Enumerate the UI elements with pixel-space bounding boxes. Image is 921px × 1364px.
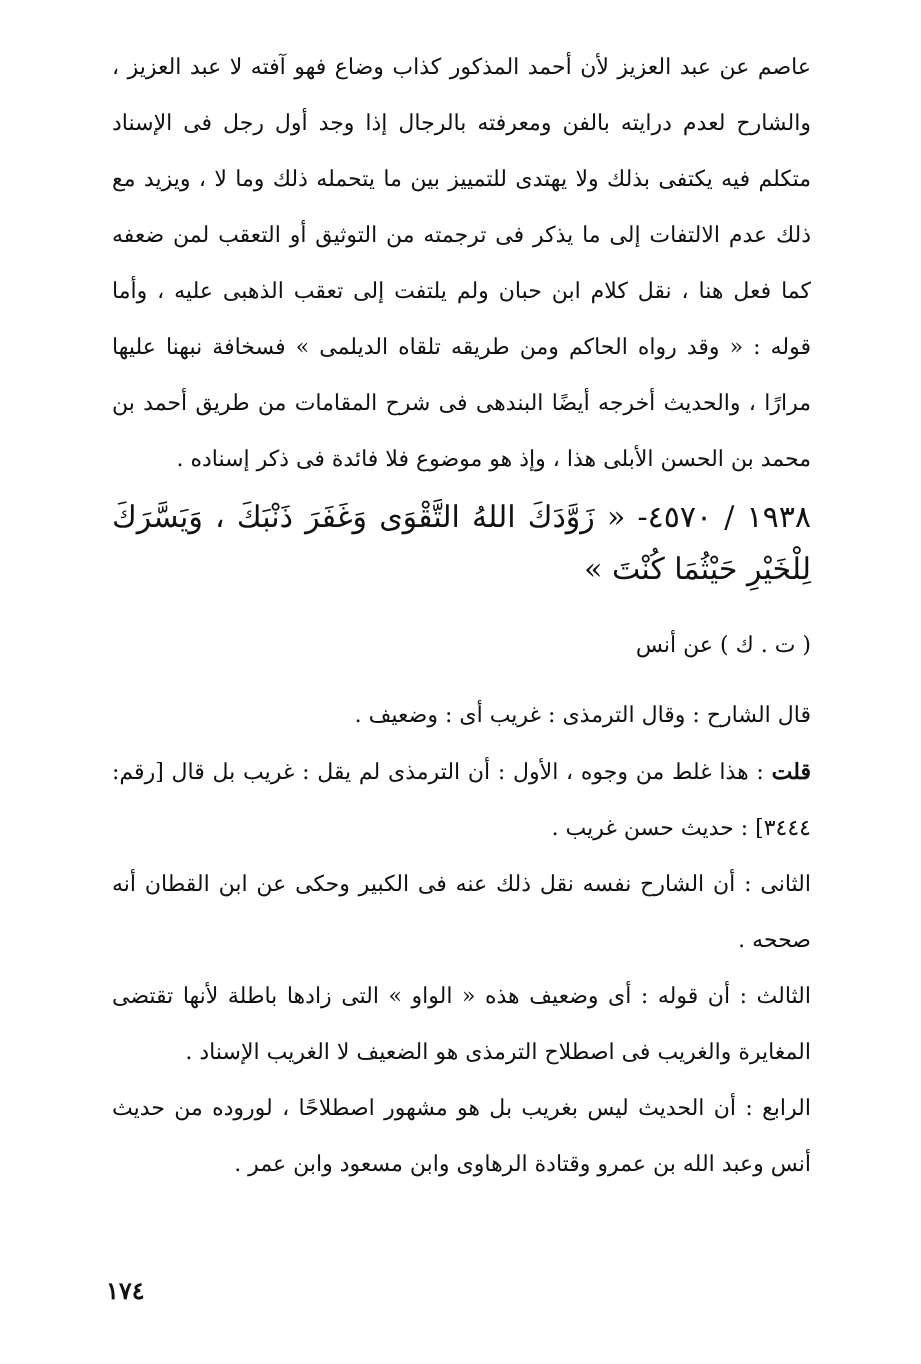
- fourth-point: الرابع : أن الحديث ليس بغريب بل هو مشهور اصطلاحًا ، لوروده من حديث أنس وعبد الله بن عمرو وقتادة الرهاوى وابن مسعود وابن عمر .: [112, 1096, 811, 1177]
- third-point: الثالث : أن قوله : أى وضعيف هذه « الواو » التى زادها باطلة لأنها تقتضى المغايرة والغريب فى اصطلاح الترمذى هو الضعيف لا الغريب الإسناد .: [112, 984, 811, 1065]
- hadith-entry: [112, 492, 811, 596]
- page-number: ١٧٤: [106, 1276, 145, 1305]
- intro-paragraph: عاصم عن عبد العزيز لأن أحمد المذكور كذاب وضاع فهو آفته لا عبد العزيز ، والشارح لعدم درايته بالفن ومعرفته بالرجال إذا وجد أول رجل فى الإسناد متكلم فيه يكتفى بذلك ولا يهتدى للتمييز بين ما يتحمله ذلك وما لا ، ويزيد مع ذلك عدم الالتفات إلى ما يذكر فى ترجمته من التوثيق أو التعقب لمن ضعفه كما فعل هنا ، نقل كلام ابن حبان ولم يلتفت إلى تعقب الذهبى عليه ، وأما قوله : « وقد رواه الحاكم ومن طريقه تلقاه الديلمى » فسخافة نبهنا عليها مرارًا ، والحديث أخرجه أيضًا البندهى فى شرح المقامات من طريق أحمد بن محمد بن الحسن الأبلى هذا ، وإذ هو موضوع فلا فائدة فى ذكر إسناده .: [112, 55, 812, 472]
- qultu-label: قلت: [771, 759, 811, 785]
- hadith-text: « زَوَّدَكَ اللهُ التَّقْوَى وَغَفَرَ ذَنْبَكَ ، وَيَسَّرَكَ لِلْخَيْرِ حَيْثُمَا كُنْتَ »: [112, 500, 811, 587]
- qultu-paragraph: [112, 744, 811, 857]
- page-text: [112, 40, 811, 1193]
- sharih-quote: قال الشارح : وقال الترمذى : غريب أى : وضعيف .: [354, 703, 811, 728]
- second-point: الثانى : أن الشارح نفسه نقل ذلك عنه فى الكبير وحكى عن ابن القطان أنه صححه .: [112, 872, 811, 953]
- qultu-text: : هذا غلط من وجوه ، الأول : أن الترمذى لم يقل : غريب بل قال [رقم: ٣٤٤٤] : حديث حسن غريب .: [112, 760, 811, 841]
- hadith-source: ( ت . ك ) عن أنس: [635, 633, 811, 658]
- hadith-number: ١٩٣٨ / ٤٥٧٠-: [637, 500, 811, 535]
